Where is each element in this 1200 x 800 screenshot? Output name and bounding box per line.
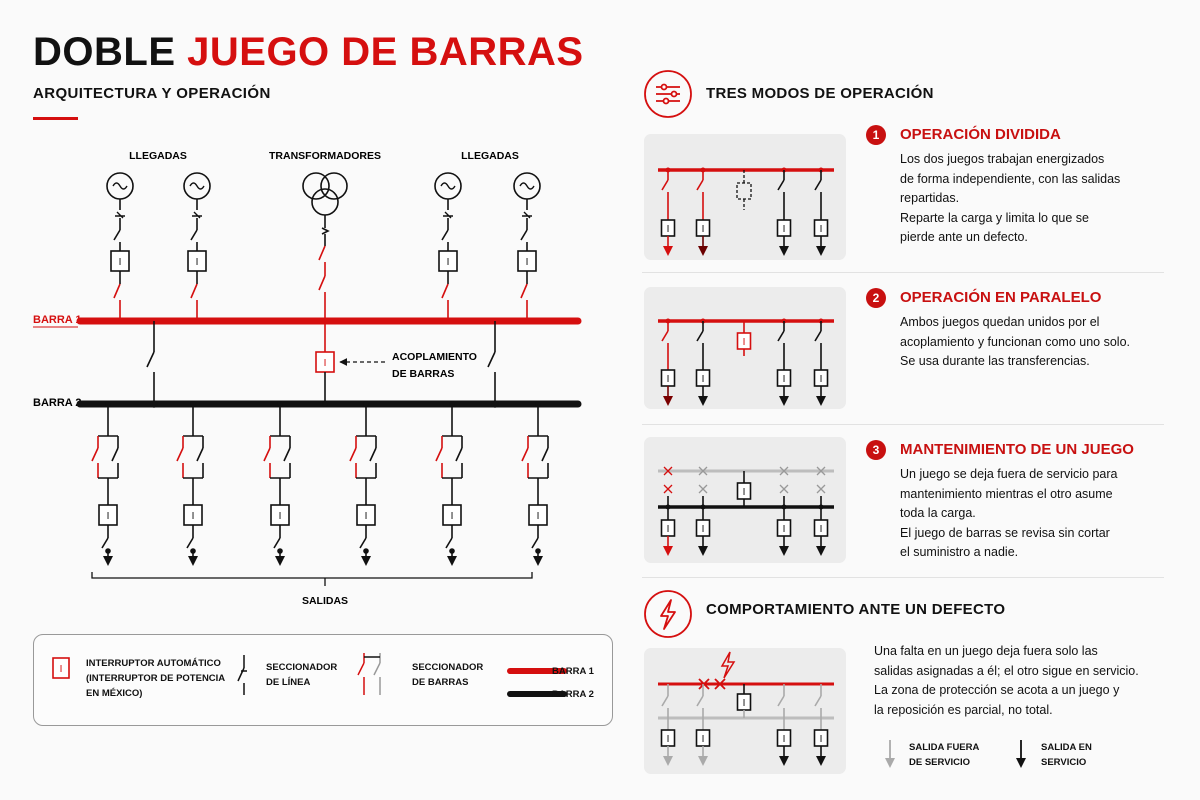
sine-wave-icon [113,183,127,189]
legend [33,634,613,726]
legend-breaker-text: INTERRUPTOR AUTOMÁTICO (INTERRUPTOR DE POTENCIA EN MÉXICO) [86,658,226,699]
mode3-description: Un juego se deja fuera de servicio para mantenimiento mientras el otro asume toda la carga. El juego de barras se revisa sin cortar el suministro a nadie. [900,467,1118,559]
bus-node [449,401,455,407]
bus-coupler [316,321,385,407]
arrow-icon [779,396,789,406]
outgoing-feeder [350,401,376,566]
fault-diagram [658,652,834,766]
mode3-feeder [662,467,675,556]
cross-icon [817,485,825,493]
svg-text:I: I [782,524,786,535]
mode2-feeder [778,319,791,407]
cross-icon [780,485,788,493]
separator [642,272,1164,273]
legend-line-switch-icon [238,655,247,695]
svg-text:I: I [819,734,823,745]
svg-text:I: I [536,511,540,522]
bar-link-right [488,321,498,407]
outgoing-arrow [533,556,543,566]
fault-feeder [662,684,675,766]
arrow-icon [779,756,789,766]
separator [642,577,1164,578]
svg-text:I: I [666,524,670,535]
transformer-feeder-lower [319,234,328,324]
outgoing-arrow [103,556,113,566]
transformer-feeder [322,215,328,234]
title-part2: JUEGO DE BARRAS [187,30,584,74]
mode1-open-coupler [737,170,751,210]
sine-wave-icon [441,183,455,189]
arrow-icon [698,396,708,406]
legend-bar-switch-text: SECCIONADOR DE BARRAS [412,662,484,688]
transformer-icon [303,173,347,215]
cross-icon [699,485,707,493]
svg-text:I: I [742,337,746,348]
current-transformer-icon [192,212,202,218]
svg-text:I: I [106,511,110,522]
outgoing-arrow [361,556,371,566]
bus-node [363,401,369,407]
fault-description: Una falta en un juego deja fuera solo las salidas asignadas a él; el otro sigue en servicio. La zona de protección se acota a un juego y la reposición es parcial, no total. [874,644,1139,717]
incoming-feeder [184,173,210,324]
arrow-icon [816,546,826,556]
svg-text:I: I [666,224,670,235]
cross-icon [664,485,672,493]
arrow-icon [698,756,708,766]
arrow-icon [779,546,789,556]
mode2-title: OPERACIÓN EN PARALELO [900,289,1102,306]
mode1-feeder [778,168,791,257]
legend-bar-switch-icon [358,653,380,695]
title-part1: DOBLE [33,30,176,74]
mode2-diagram [658,319,834,407]
mode3-title: MANTENIMIENTO DE UN JUEGO [900,441,1134,458]
svg-text:I: I [450,511,454,522]
llegadas-left-label: LLEGADAS [129,150,187,162]
arrow-icon [663,756,673,766]
arrow-icon [816,396,826,406]
legend-barra1-text: BARRA 1 [552,666,594,677]
arrow-icon [663,396,673,406]
current-transformer-icon [115,212,125,218]
barra2-label: BARRA 2 [33,397,82,409]
svg-text:I: I [819,224,823,235]
arrow-icon [698,246,708,256]
svg-text:I: I [701,524,705,535]
fault-coupler [738,684,751,718]
legend-in-service-arrow [1016,740,1026,768]
outgoing-feeder [522,401,548,566]
arrow-icon [816,246,826,256]
sine-wave-icon [520,183,534,189]
fault-feeder [697,684,710,766]
svg-text:I: I [701,224,705,235]
mode1-feeder [815,168,828,257]
mode2-coupler [738,321,751,356]
outgoing-arrow [275,556,285,566]
coupler-label-2: DE BARRAS [392,368,455,380]
transformadores-label: TRANSFORMADORES [269,150,381,162]
legend-line-switch-text: SECCIONADOR DE LÍNEA [266,662,338,688]
fault-lightning-icon [722,652,734,678]
svg-text:I: I [782,734,786,745]
arrow-icon [816,756,826,766]
mode3-number-badge: 3 [866,440,886,460]
outgoing-feeders [92,401,548,566]
mode3-feeder [778,467,791,556]
bus-node [277,401,283,407]
svg-text:I: I [278,511,282,522]
svg-text:I: I [59,664,63,675]
bus-node [535,401,541,407]
outgoing-feeder [436,401,462,566]
incoming-feeder [107,173,133,324]
mode1-number-badge: 1 [866,125,886,145]
bar-link-left [147,321,157,407]
mode2-number-badge: 2 [866,288,886,308]
svg-text:I: I [666,374,670,385]
outgoing-feeder [264,401,290,566]
mode1-feeder [662,168,675,257]
svg-text:I: I [118,257,122,268]
incoming-feeder [514,173,540,324]
arrow-icon [663,246,673,256]
bus-node [190,401,196,407]
bus-node [105,401,111,407]
mode2-description: Ambos juegos quedan unidos por el acoplamiento y funcionan como uno solo. Se usa durante las transferencias. [900,315,1131,368]
mode1-feeder [697,168,710,257]
mode2-feeder [815,319,828,407]
fault-feeder [778,684,791,766]
fault-lightning-icon [645,591,691,637]
mode2-feeder [697,319,710,407]
salidas-bracket [92,572,532,578]
svg-text:I: I [364,511,368,522]
mode1-description: Los dos juegos trabajan energizados de forma independiente, con las salidas repartidas. Reparte la carga y limita lo que se pierde ante un defecto. [900,152,1121,244]
legend-in-service-text: SALIDA EN SERVICIO [1041,742,1092,768]
mode1-diagram [658,168,834,257]
outgoing-feeder [92,401,118,566]
incoming-feeder [435,173,461,324]
modes-heading: TRES MODOS DE OPERACIÓN [706,85,934,102]
svg-text:I: I [701,374,705,385]
mode3-coupler [738,471,751,507]
sine-wave-icon [190,183,204,189]
mode1-title: OPERACIÓN DIVIDIDA [900,126,1061,143]
separator [642,424,1164,425]
svg-text:I: I [819,374,823,385]
svg-text:I: I [742,487,746,498]
arrow-icon [779,246,789,256]
current-transformer-icon [522,212,532,218]
svg-text:I: I [782,374,786,385]
svg-text:I: I [782,224,786,235]
svg-text:I: I [191,511,195,522]
fault-heading: COMPORTAMIENTO ANTE UN DEFECTO [706,601,1006,618]
svg-text:I: I [525,257,529,268]
svg-text:I: I [666,734,670,745]
barra1-label: BARRA 1 [33,314,82,326]
svg-text:I: I [742,698,746,709]
svg-text:I: I [819,524,823,535]
arrow-icon [698,546,708,556]
legend-out-of-service-text: SALIDA FUERA DE SERVICIO [909,742,980,768]
outgoing-arrow [188,556,198,566]
page-subtitle: ARQUITECTURA Y OPERACIÓN [33,85,271,102]
legend-out-of-service-arrow [885,740,895,768]
svg-text:I: I [446,257,450,268]
mode2-feeder [662,319,675,407]
llegadas-right-label: LLEGADAS [461,150,519,162]
mode3-feeder [697,467,710,556]
svg-text:I: I [195,257,199,268]
outgoing-arrow [447,556,457,566]
current-transformer-icon [443,212,453,218]
mode3-feeder [815,467,828,556]
arrow-icon [663,546,673,556]
salidas-label: SALIDAS [301,595,349,607]
coupler-label-1: ACOPLAMIENTO [392,351,477,363]
outgoing-feeder [177,401,203,566]
svg-text:I: I [701,734,705,745]
svg-text:I: I [323,358,327,369]
mode3-diagram [658,467,834,556]
legend-barra2-text: BARRA 2 [552,689,594,700]
main-diagram [0,0,620,630]
fault-feeder [815,684,828,766]
